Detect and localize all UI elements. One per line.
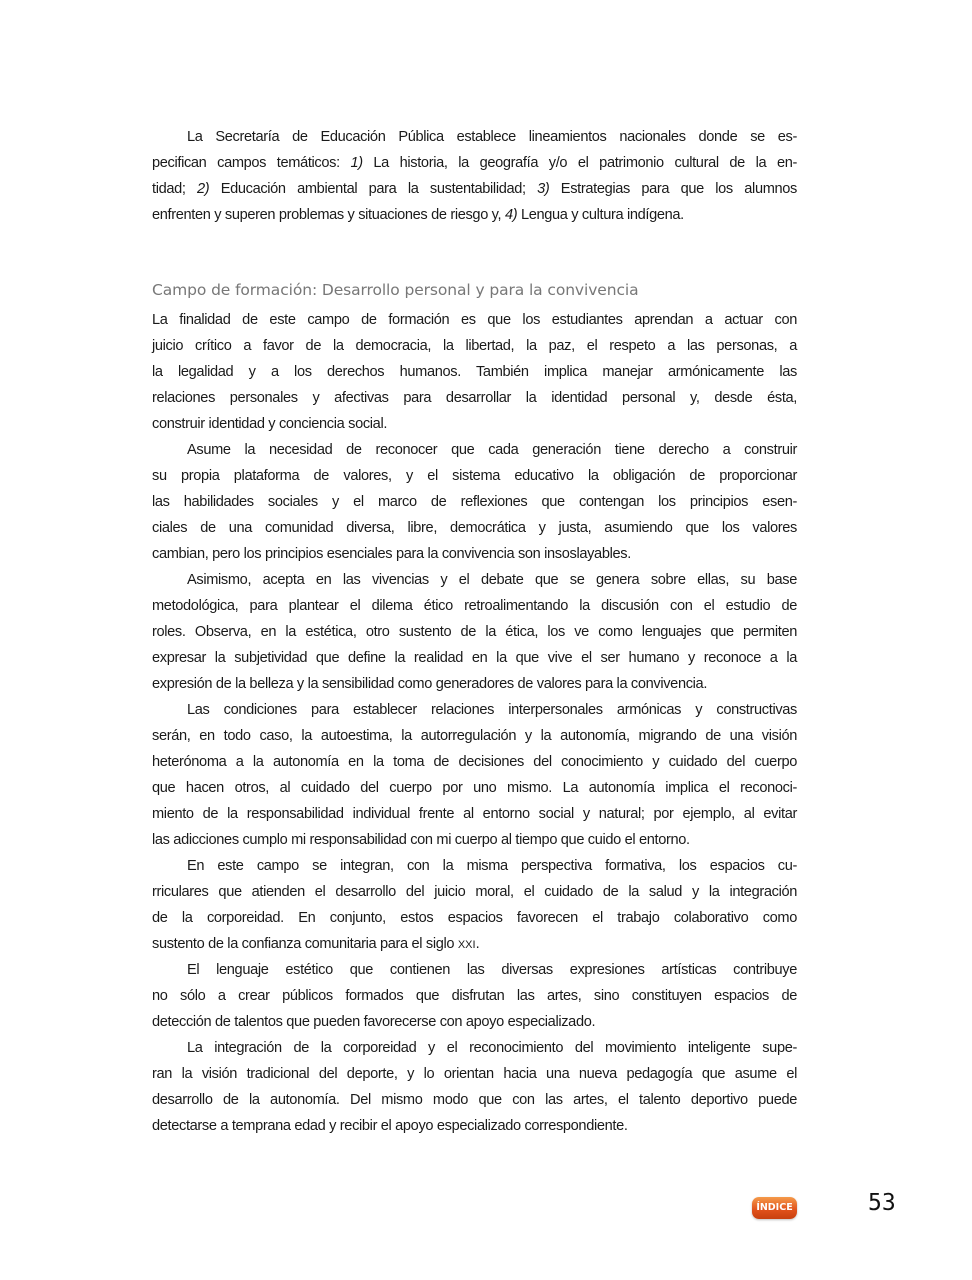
paragraph bbox=[152, 307, 797, 437]
page-number: 53 bbox=[868, 1190, 896, 1216]
text-line: relaciones personales y afectivas para desarrollar la identidad personal y, desde ésta, bbox=[152, 390, 797, 406]
section-body bbox=[152, 307, 797, 1139]
text-line: expresar la subjetividad que define la realidad en la que vive el ser humano y reconoce a la bbox=[152, 650, 797, 666]
text-line: La Secretaría de Educación Pública establece lineamientos nacionales donde se es- bbox=[187, 129, 797, 145]
text-line: heterónoma a la autonomía en la toma de decisiones del conocimiento y cuidado del cuerpo bbox=[152, 754, 797, 770]
text-line: La integración de la corporeidad y el reconocimiento del movimiento inteligente supe- bbox=[187, 1040, 797, 1056]
text-line: El lenguaje estético que contienen las diversas expresiones artísticas contribuye bbox=[187, 962, 797, 978]
text-line: ran la visión tradicional del deporte, y lo orientan hacia una nueva pedagogía que asume el bbox=[152, 1066, 797, 1082]
paragraph bbox=[152, 957, 797, 1035]
text-line: sustento de la confianza comunitaria para el siglo XXI. bbox=[152, 936, 480, 952]
text-line: de la corporeidad. En conjunto, estos espacios favorecen el trabajo colaborativo como bbox=[152, 910, 797, 926]
text-line: construir identidad y conciencia social. bbox=[152, 416, 388, 432]
text-line: roles. Observa, en la estética, otro sustento de la ética, los ve como lenguajes que permiten bbox=[152, 624, 797, 640]
text-line: expresión de la belleza y la sensibilidad como generadores de valores para la convivencia. bbox=[152, 676, 708, 692]
text-line: desarrollo de la autonomía. Del mismo modo que con las artes, el talento deportivo puede bbox=[152, 1092, 797, 1108]
text-line: que hacen otros, al cuidado del cuerpo por uno mismo. La autonomía implica el reconoci- bbox=[152, 780, 797, 796]
text-line: pecifican campos temáticos: 1) La historia, la geografía y/o el patrimonio cultural de la en- bbox=[152, 155, 797, 171]
text-line: Asume la necesidad de reconocer que cada generación tiene derecho a construir bbox=[187, 442, 797, 458]
text-line: las adicciones cumplo mi responsabilidad con mi cuerpo al tiempo que cuido el entorno. bbox=[152, 832, 690, 848]
text-line: tidad; 2) Educación ambiental para la sustentabilidad; 3) Estrategias para que los alumnos bbox=[152, 181, 797, 197]
intro-paragraph bbox=[152, 124, 797, 228]
paragraph bbox=[152, 437, 797, 567]
paragraph bbox=[152, 124, 797, 228]
text-line: miento de la responsabilidad individual frente al entorno social y natural; por ejemplo, al evitar bbox=[152, 806, 797, 822]
text-line: enfrenten y superen problemas y situaciones de riesgo y, 4) Lengua y cultura indígena. bbox=[152, 207, 684, 223]
text-line: detectarse a temprana edad y recibir el apoyo especializado correspondiente. bbox=[152, 1118, 628, 1134]
text-line: la legalidad y a los derechos humanos. También implica manejar armónicamente las bbox=[152, 364, 797, 380]
paragraph bbox=[152, 853, 797, 957]
text-line: La finalidad de este campo de formación es que los estudiantes aprendan a actuar con bbox=[152, 312, 797, 328]
text-line: Asimismo, acepta en las vivencias y el debate que se genera sobre ellas, su base bbox=[187, 572, 797, 588]
paragraph bbox=[152, 1035, 797, 1139]
text-line: no sólo a crear públicos formados que disfrutan las artes, sino constituyen espacios de bbox=[152, 988, 797, 1004]
text-line: juicio crítico a favor de la democracia, la libertad, la paz, el respeto a las personas, a bbox=[152, 338, 797, 354]
paragraph bbox=[152, 567, 797, 697]
text-line: Las condiciones para establecer relaciones interpersonales armónicas y constructivas bbox=[187, 702, 797, 718]
text-line: su propia plataforma de valores, y el sistema educativo la obligación de proporcionar bbox=[152, 468, 797, 484]
paragraph bbox=[152, 697, 797, 853]
text-line: rriculares que atienden el desarrollo del juicio moral, el cuidado de la salud y la integración bbox=[152, 884, 797, 900]
section-heading: Campo de formación: Desarrollo personal y para la convivencia bbox=[152, 281, 639, 299]
text-line: cambian, pero los principios esenciales para la convivencia son insoslayables. bbox=[152, 546, 631, 562]
index-button[interactable]: ÍNDICE bbox=[752, 1197, 797, 1219]
text-line: detección de talentos que pueden favorecerse con apoyo especializado. bbox=[152, 1014, 596, 1030]
text-line: serán, en todo caso, la autoestima, la autorregulación y la autonomía, migrando de una visión bbox=[152, 728, 797, 744]
text-line: metodológica, para plantear el dilema ético retroalimentando la discusión con el estudio de bbox=[152, 598, 797, 614]
text-line: En este campo se integran, con la misma perspectiva formativa, los espacios cu- bbox=[187, 858, 797, 874]
text-line: ciales de una comunidad diversa, libre, democrática y justa, asumiendo que los valores bbox=[152, 520, 797, 536]
text-line: las habilidades sociales y el marco de reflexiones que contengan los principios esen- bbox=[152, 494, 797, 510]
